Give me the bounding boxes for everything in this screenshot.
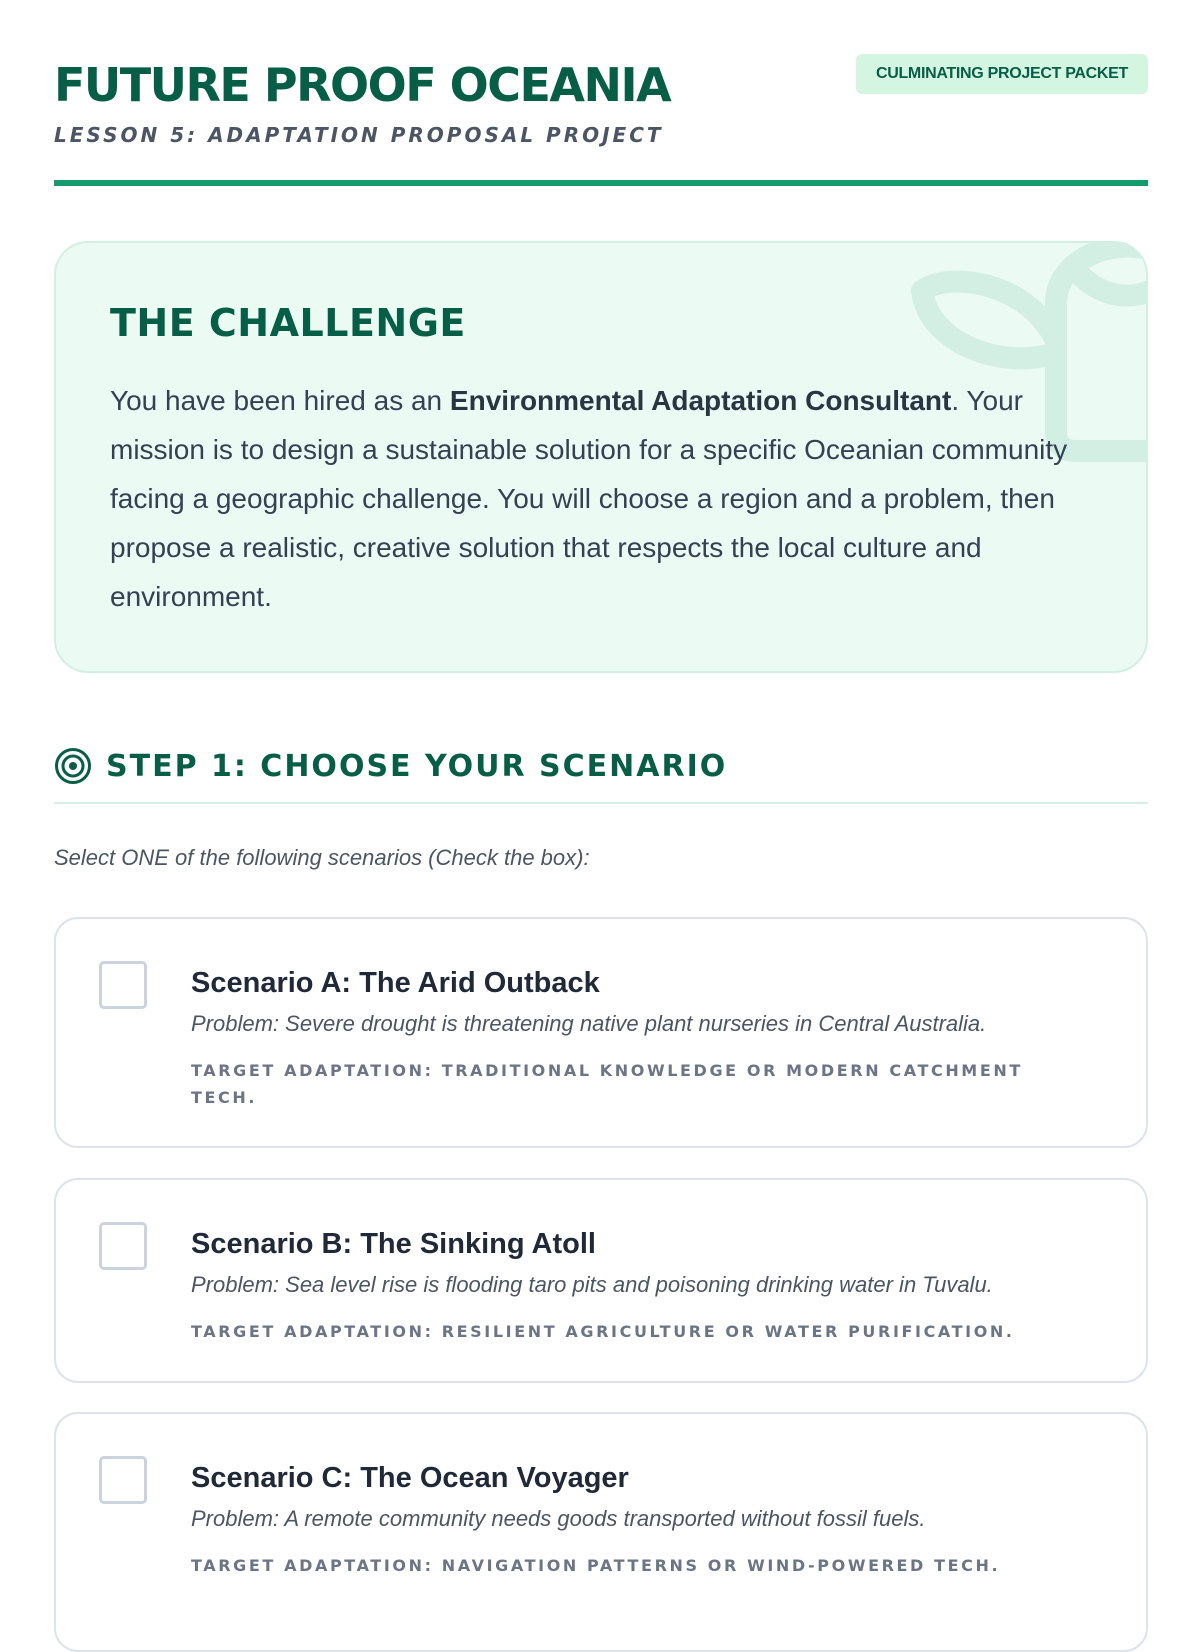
scenario-instructions: Select ONE of the following scenarios (Check the box):	[54, 845, 590, 870]
challenge-intro-text: You have been hired as an	[110, 385, 450, 416]
scenario-c-target: TARGET ADAPTATION: NAVIGATION PATTERNS OR WIND-POWERED TECH.	[191, 1556, 1001, 1575]
lesson-subtitle: LESSON 5: ADAPTATION PROPOSAL PROJECT	[54, 123, 664, 147]
packet-badge: CULMINATING PROJECT PACKET	[856, 54, 1148, 94]
scenario-c-checkbox[interactable]	[99, 1456, 147, 1504]
scenario-b-checkbox[interactable]	[99, 1222, 147, 1270]
step-1-title: STEP 1: CHOOSE YOUR SCENARIO	[106, 748, 728, 784]
scenario-b-title: Scenario B: The Sinking Atoll	[191, 1228, 596, 1260]
target-icon	[54, 747, 92, 785]
step-1-heading	[54, 746, 727, 786]
scenario-a-problem: Problem: Severe drought is threatening native plant nurseries in Central Australia.	[191, 1011, 987, 1036]
scenario-card-b[interactable]	[54, 1178, 1148, 1383]
challenge-card	[54, 241, 1148, 673]
scenario-a-title: Scenario A: The Arid Outback	[191, 967, 600, 999]
consultant-role: Environmental Adaptation Consultant	[449, 385, 952, 416]
challenge-title: THE CHALLENGE	[110, 301, 466, 345]
scenario-a-target: TARGET ADAPTATION: TRADITIONAL KNOWLEDGE OR MODERN CATCHMENT TECH.	[191, 1061, 1023, 1107]
scenario-card-a[interactable]	[54, 917, 1148, 1148]
scenario-a-checkbox[interactable]	[99, 961, 147, 1009]
scenario-b-target: TARGET ADAPTATION: RESILIENT AGRICULTURE OR WATER PURIFICATION.	[191, 1322, 1015, 1341]
header-divider	[54, 180, 1148, 186]
scenario-c-title: Scenario C: The Ocean Voyager	[191, 1462, 629, 1494]
scenario-card-c[interactable]	[54, 1412, 1148, 1652]
page-title: FUTURE PROOF OCEANIA	[54, 58, 671, 112]
scenario-b-problem: Problem: Sea level rise is flooding taro pits and poisoning drinking water in Tuvalu.	[191, 1272, 993, 1297]
scenario-c-problem: Problem: A remote community needs goods transported without fossil fuels.	[191, 1506, 926, 1531]
project-packet-page	[54, 0, 1148, 1575]
step-1-divider	[54, 802, 1148, 804]
challenge-description	[110, 376, 1100, 621]
page-header	[54, 0, 1148, 190]
challenge-rest-text: . Your mission is to design a sustainable solution for a specific Oceanian community facing a geographic challenge. You will choose a region and a problem, then propose a realistic, creative solution that respects the local culture and environment.	[110, 385, 1068, 612]
